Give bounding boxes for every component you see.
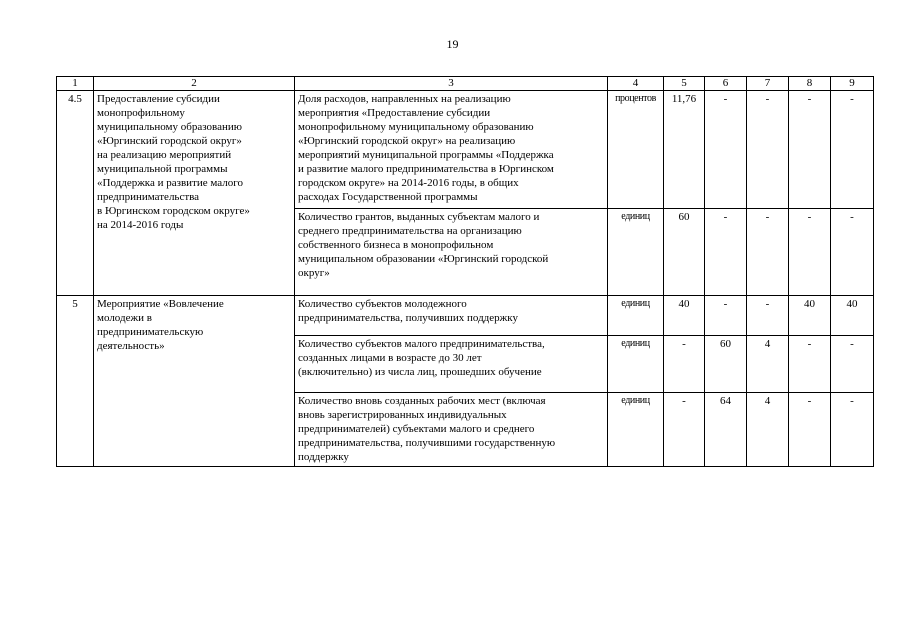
value-cell: -	[664, 393, 705, 467]
row-number: 4.5	[57, 91, 94, 296]
value-cell: -	[789, 209, 831, 296]
value-cell: 4	[747, 336, 789, 393]
column-header: 9	[831, 77, 874, 91]
indicator-name: Количество грантов, выданных субъектам малого и среднего предпринимательства на организацию собственного бизнеса в монопрофильном муниципальном образовании «Юргинский городской округ»	[295, 209, 608, 296]
table-row	[57, 296, 874, 336]
indicator-name: Количество вновь созданных рабочих мест (включая вновь зарегистрированных индивидуальных предпринимателей) субъектами малого и среднего предпринимательства, получившими государственную поддержку	[295, 393, 608, 467]
column-header: 1	[57, 77, 94, 91]
event-name: Предоставление субсидии монопрофильному муниципальному образованию «Юргинский городской округ» на реализацию мероприятий муниципальной программы «Поддержка и развитие малого предпринимательства в Юргинском городском округе» на 2014-2016 годы	[94, 91, 295, 296]
indicator-name: Доля расходов, направленных на реализацию мероприятия «Предоставление субсидии монопрофильному муниципальному образованию «Юргинский городской округ» на реализацию мероприятий муниципальной программы «Поддержка и развитие малого предпринимательства в Юргинском городском округе» на 2014-2016 годы, в общих расходах Государственной программы	[295, 91, 608, 209]
unit-cell: единиц	[608, 336, 664, 393]
value-cell: 40	[789, 296, 831, 336]
value-cell: -	[789, 393, 831, 467]
value-cell: -	[705, 296, 747, 336]
value-cell: 60	[705, 336, 747, 393]
value-cell: -	[831, 393, 874, 467]
value-cell: -	[705, 91, 747, 209]
column-header: 8	[789, 77, 831, 91]
indicators-table	[56, 76, 874, 467]
event-name: Мероприятие «Вовлечение молодежи в предпринимательскую деятельность»	[94, 296, 295, 467]
value-cell: -	[831, 209, 874, 296]
column-header: 5	[664, 77, 705, 91]
header-row	[57, 77, 874, 91]
table-row	[57, 91, 874, 209]
value-cell: -	[789, 91, 831, 209]
value-cell: 40	[831, 296, 874, 336]
unit-cell: единиц	[608, 209, 664, 296]
value-cell: -	[789, 336, 831, 393]
value-cell: 60	[664, 209, 705, 296]
value-cell: 4	[747, 393, 789, 467]
value-cell: -	[664, 336, 705, 393]
page-number: 19	[446, 37, 459, 51]
value-cell: 40	[664, 296, 705, 336]
unit-cell: единиц	[608, 393, 664, 467]
value-cell: -	[747, 209, 789, 296]
indicator-name: Количество субъектов малого предпринимательства, созданных лицами в возрасте до 30 лет (включительно) из числа лиц, прошедших обучение	[295, 336, 608, 393]
value-cell: 64	[705, 393, 747, 467]
unit-cell: процентов	[608, 91, 664, 209]
column-header: 2	[94, 77, 295, 91]
value-cell: 11,76	[664, 91, 705, 209]
value-cell: -	[747, 91, 789, 209]
column-header: 3	[295, 77, 608, 91]
value-cell: -	[831, 91, 874, 209]
row-number: 5	[57, 296, 94, 467]
column-header: 7	[747, 77, 789, 91]
column-header: 6	[705, 77, 747, 91]
indicator-name: Количество субъектов молодежного предпринимательства, получивших поддержку	[295, 296, 608, 336]
value-cell: -	[747, 296, 789, 336]
value-cell: -	[705, 209, 747, 296]
value-cell: -	[831, 336, 874, 393]
unit-cell: единиц	[608, 296, 664, 336]
column-header: 4	[608, 77, 664, 91]
